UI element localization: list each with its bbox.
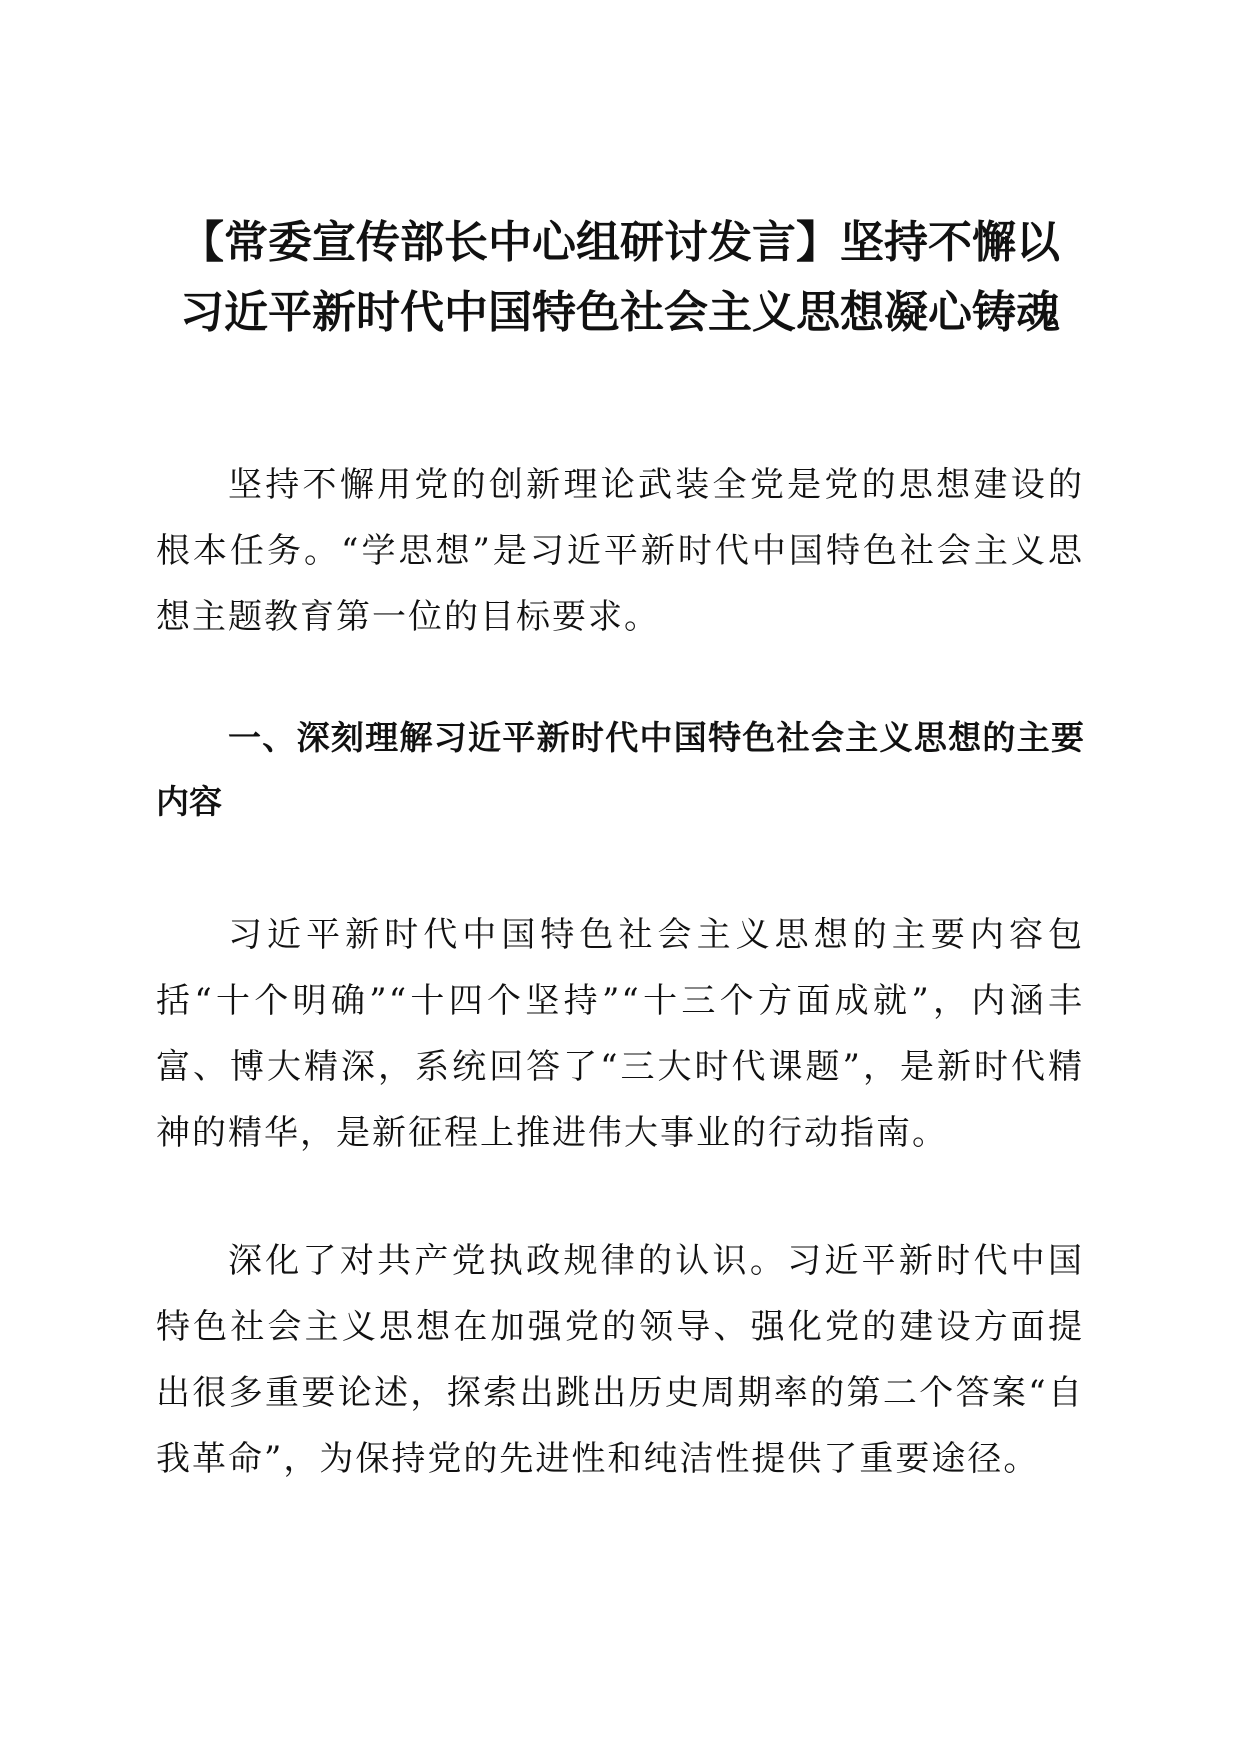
document-title: [150, 208, 1090, 348]
intro-paragraph: 坚持不懈用党的创新理论武装全党是党的思想建设的根本任务。“学思想”是习近平新时代中国特色社会主义思想主题教育第一位的目标要求。: [156, 465, 1084, 637]
content-paragraph-2: 深化了对共产党执政规律的认识。习近平新时代中国特色社会主义思想在加强党的领导、强化党的建设方面提出很多重要论述，探索出跳出历史周期率的第二个答案“自我革命”，为保持党的先进性和纯洁性提供了重要途径。: [156, 1241, 1084, 1479]
content-paragraph-1: 习近平新时代中国特色社会主义思想的主要内容包括“十个明确”“十四个坚持”“十三个方面成就”，内涵丰富、博大精深，系统回答了“三大时代课题”，是新时代精神的精华，是新征程上推进伟大事业的行动指南。: [156, 915, 1084, 1153]
title-line-2: 习近平新时代中国特色社会主义思想凝心铸魂: [180, 287, 1060, 338]
section-heading-1: 一、深刻理解习近平新时代中国特色社会主义思想的主要内容: [156, 718, 1084, 821]
title-line-1: 【常委宣传部长中心组研讨发言】坚持不懈以: [180, 217, 1060, 268]
